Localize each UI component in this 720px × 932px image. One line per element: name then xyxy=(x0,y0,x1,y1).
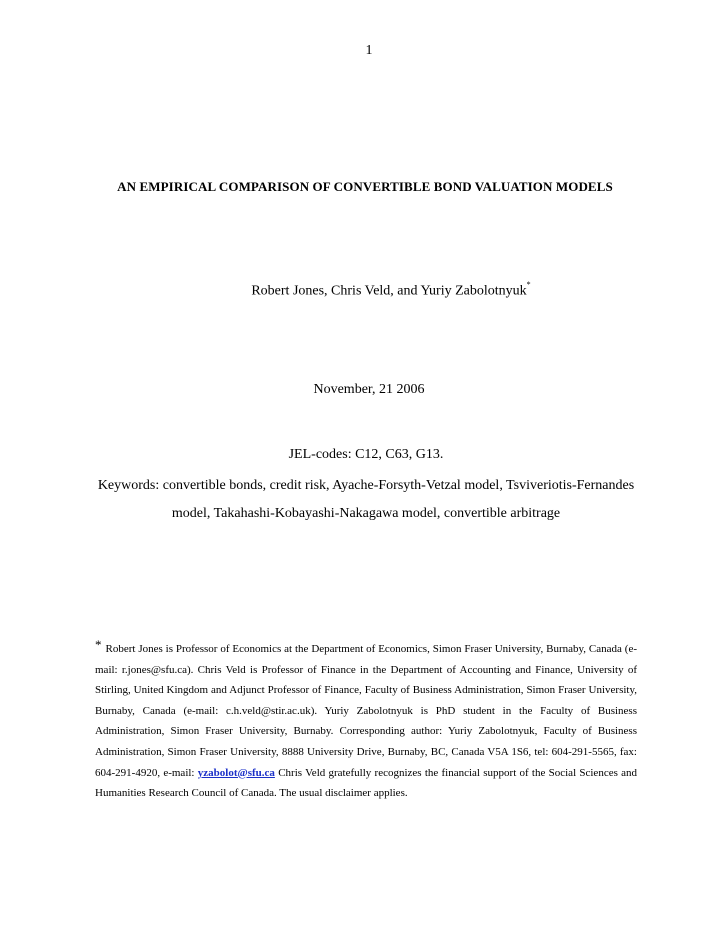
corresponding-email-link[interactable]: yzabolot@sfu.ca xyxy=(197,766,275,779)
author-footnote xyxy=(95,638,637,804)
footnote-text-continued: Chris Veld gratefully recognizes the financial support of the Social Sciences and Humanities Research Council of Canada. The usual disclaimer applies. xyxy=(95,766,638,800)
keywords: Keywords: convertible bonds, credit risk, Ayache-Forsyth-Vetzal model, Tsviveriotis-Fernandes model, Takahashi-Kobayashi-Nakagawa model, convertible arbitrage xyxy=(97,478,635,521)
jel-codes: JEL-codes: C12, C63, G13. xyxy=(288,447,444,462)
author-names: Robert Jones, Chris Veld, and Yuriy Zabolotnyuk xyxy=(251,283,527,299)
footnote-marker: * xyxy=(95,637,102,652)
footnote-text: Robert Jones is Professor of Economics at the Department of Economics, Simon Fraser University, Burnaby, Canada (e-mail: r.jones@sfu.ca). Chris Veld is Professor of Finance in the Department of Accounting and Finance, University of Stirling, United Kingdom and Adjunct Professor of Finance, Faculty of Business Administration, Simon Fraser University, Burnaby, Canada (e-mail: c.h.veld@stir.ac.uk). Yuriy Zabolotnyuk is PhD student in the Faculty of Business Administration, Simon Fraser University, Burnaby. Corresponding author: Yuriy Zabolotnyuk, Faculty of Business Administration, Simon Fraser University, 8888 University Drive, Burnaby, BC, Canada V5A 1S6, tel: 604-291-5565, fax: 604-291-4920, e-mail: xyxy=(95,643,637,779)
paper-date: November, 21 2006 xyxy=(313,382,425,397)
page-number: 1 xyxy=(365,43,373,58)
author-footnote-marker: * xyxy=(526,280,531,289)
author-line xyxy=(0,282,720,300)
paper-title: AN EMPIRICAL COMPARISON OF CONVERTIBLE BOND VALUATION MODELS xyxy=(117,179,613,194)
